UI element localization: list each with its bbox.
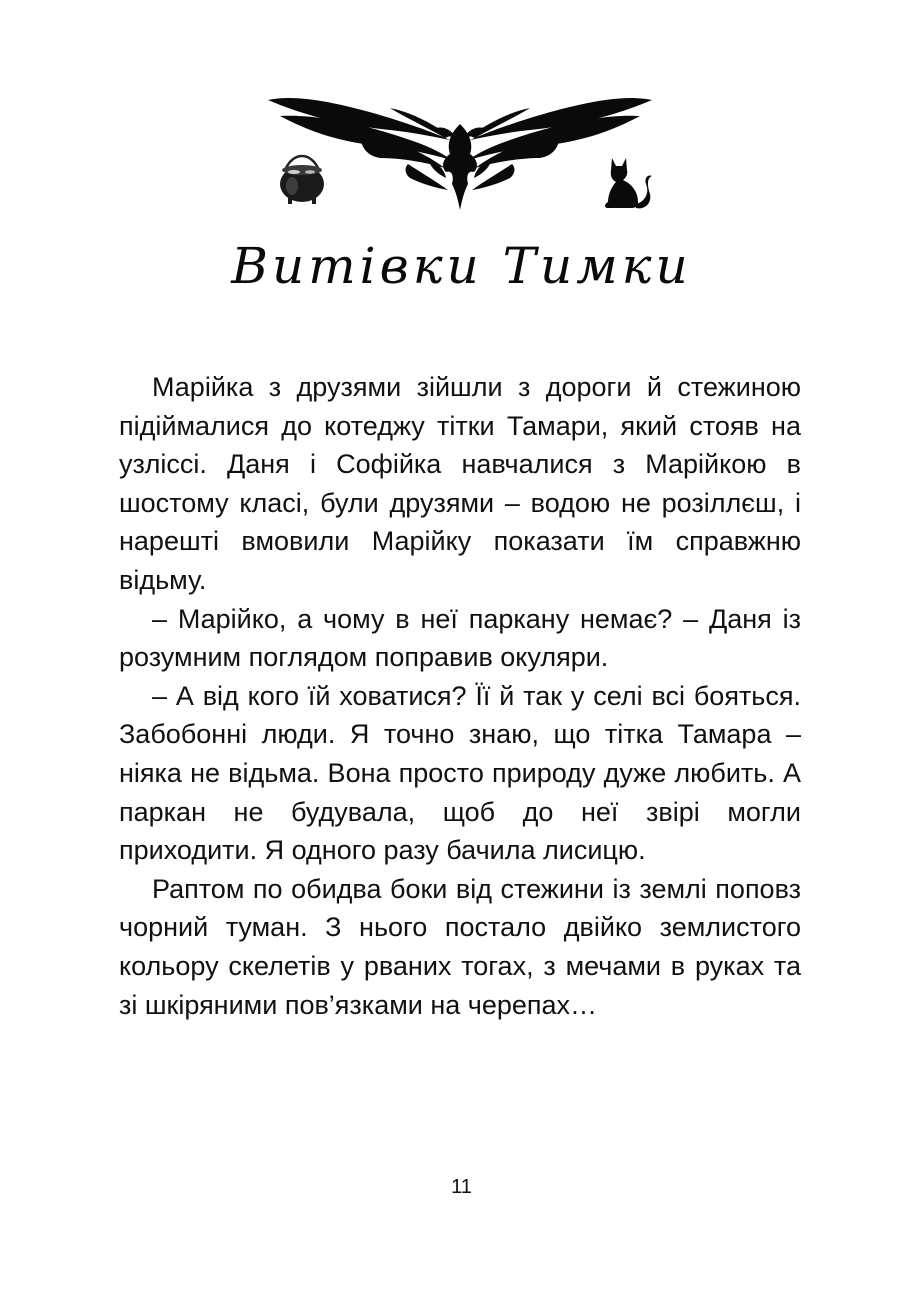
paragraph: – Марійко, а чому в неї паркану немає? – Даня із розумним поглядом поправив окуляри.: [119, 603, 801, 673]
chapter-title: Витівки Тимки: [231, 237, 692, 295]
cauldron-icon: [280, 156, 324, 204]
chapter-body: [119, 368, 801, 1024]
paragraph: Марійка з друзями зійшли з дороги й стежиною підіймалися до котеджу тітки Тамари, який стояв на узліссі. Даня і Софійка навчалися з Марійкою в шостому класі, були друзями – водою не розіллєш, і нарешті вмовили Марійку показати їм справжню відьму.: [119, 372, 801, 595]
cat-icon: [605, 158, 652, 208]
flourish-ornament: [268, 98, 652, 210]
page-number: 11: [451, 1176, 472, 1198]
paragraph: Раптом по обидва боки від стежини із землі поповз чорний туман. З нього постало двійко землистого кольору скелетів у рваних тогах, з мечами в руках та зі шкіряними пов’язками на черепах…: [119, 873, 801, 1020]
paragraph: – А від кого їй ховатися? Її й так у селі всі бояться. Забобонні люди. Я точно знаю, що тітка Тамара – ніяка не відьма. Вона просто природу дуже любить. А паркан не будувала, щоб до неї звірі могли приходити. Я одного разу бачила лисицю.: [119, 680, 801, 866]
chapter-ornament: [240, 88, 680, 213]
